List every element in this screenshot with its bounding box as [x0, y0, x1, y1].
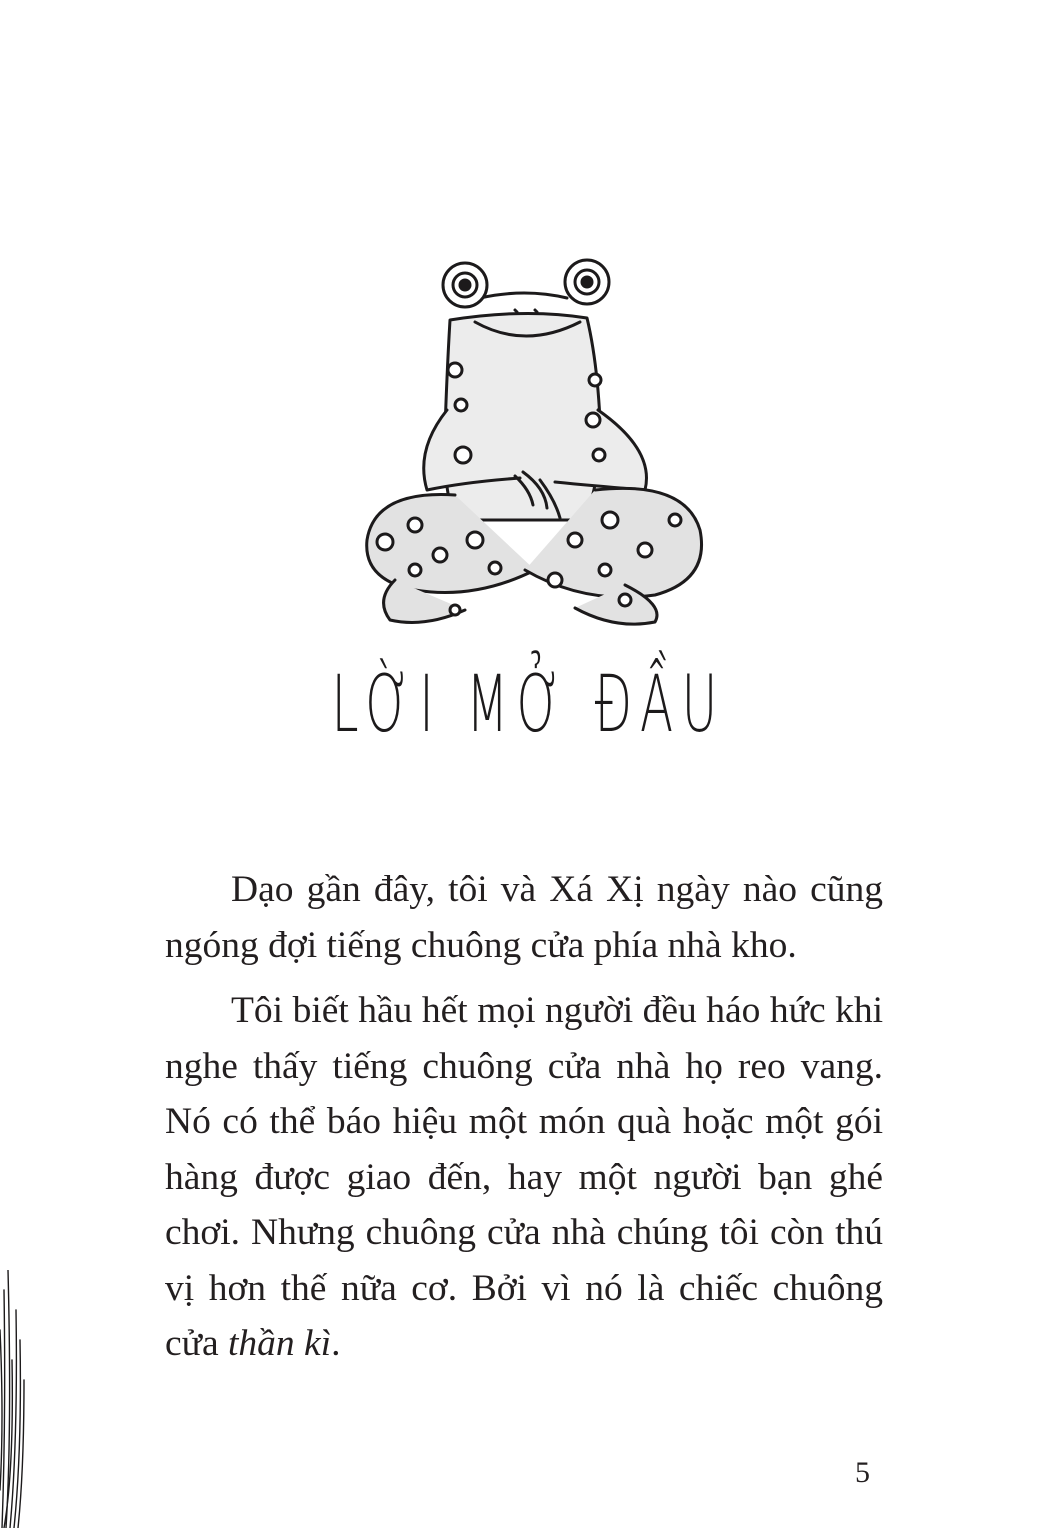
paragraph-2 — [165, 983, 883, 1372]
page-number: 5 — [855, 1456, 870, 1489]
chapter-title: LỜI MỞ ĐẦU — [331, 660, 726, 750]
frog-icon — [355, 250, 715, 635]
paragraph-2-text: Tôi biết hầu hết mọi người đều háo hức khi nghe thấy tiếng chuông cửa nhà họ reo vang. Nó có thể báo hiệu một món quà hoặc một gói hàng được giao đến, hay một người bạn ghé chơi. Nhưng chuông cửa nhà chúng tôi còn thú vị hơn thế nữa cơ. Bởi vì nó là chiếc chuông cửa — [165, 990, 883, 1364]
paragraph-2-end: . — [331, 1323, 341, 1364]
paragraph-1: Dạo gần đây, tôi và Xá Xị ngày nào cũng ngóng đợi tiếng chuông cửa phía nhà kho. — [165, 869, 883, 966]
grass-icon — [0, 1270, 26, 1528]
body-text — [165, 862, 883, 1382]
paragraph-2-italic: thần kì — [228, 1323, 332, 1364]
